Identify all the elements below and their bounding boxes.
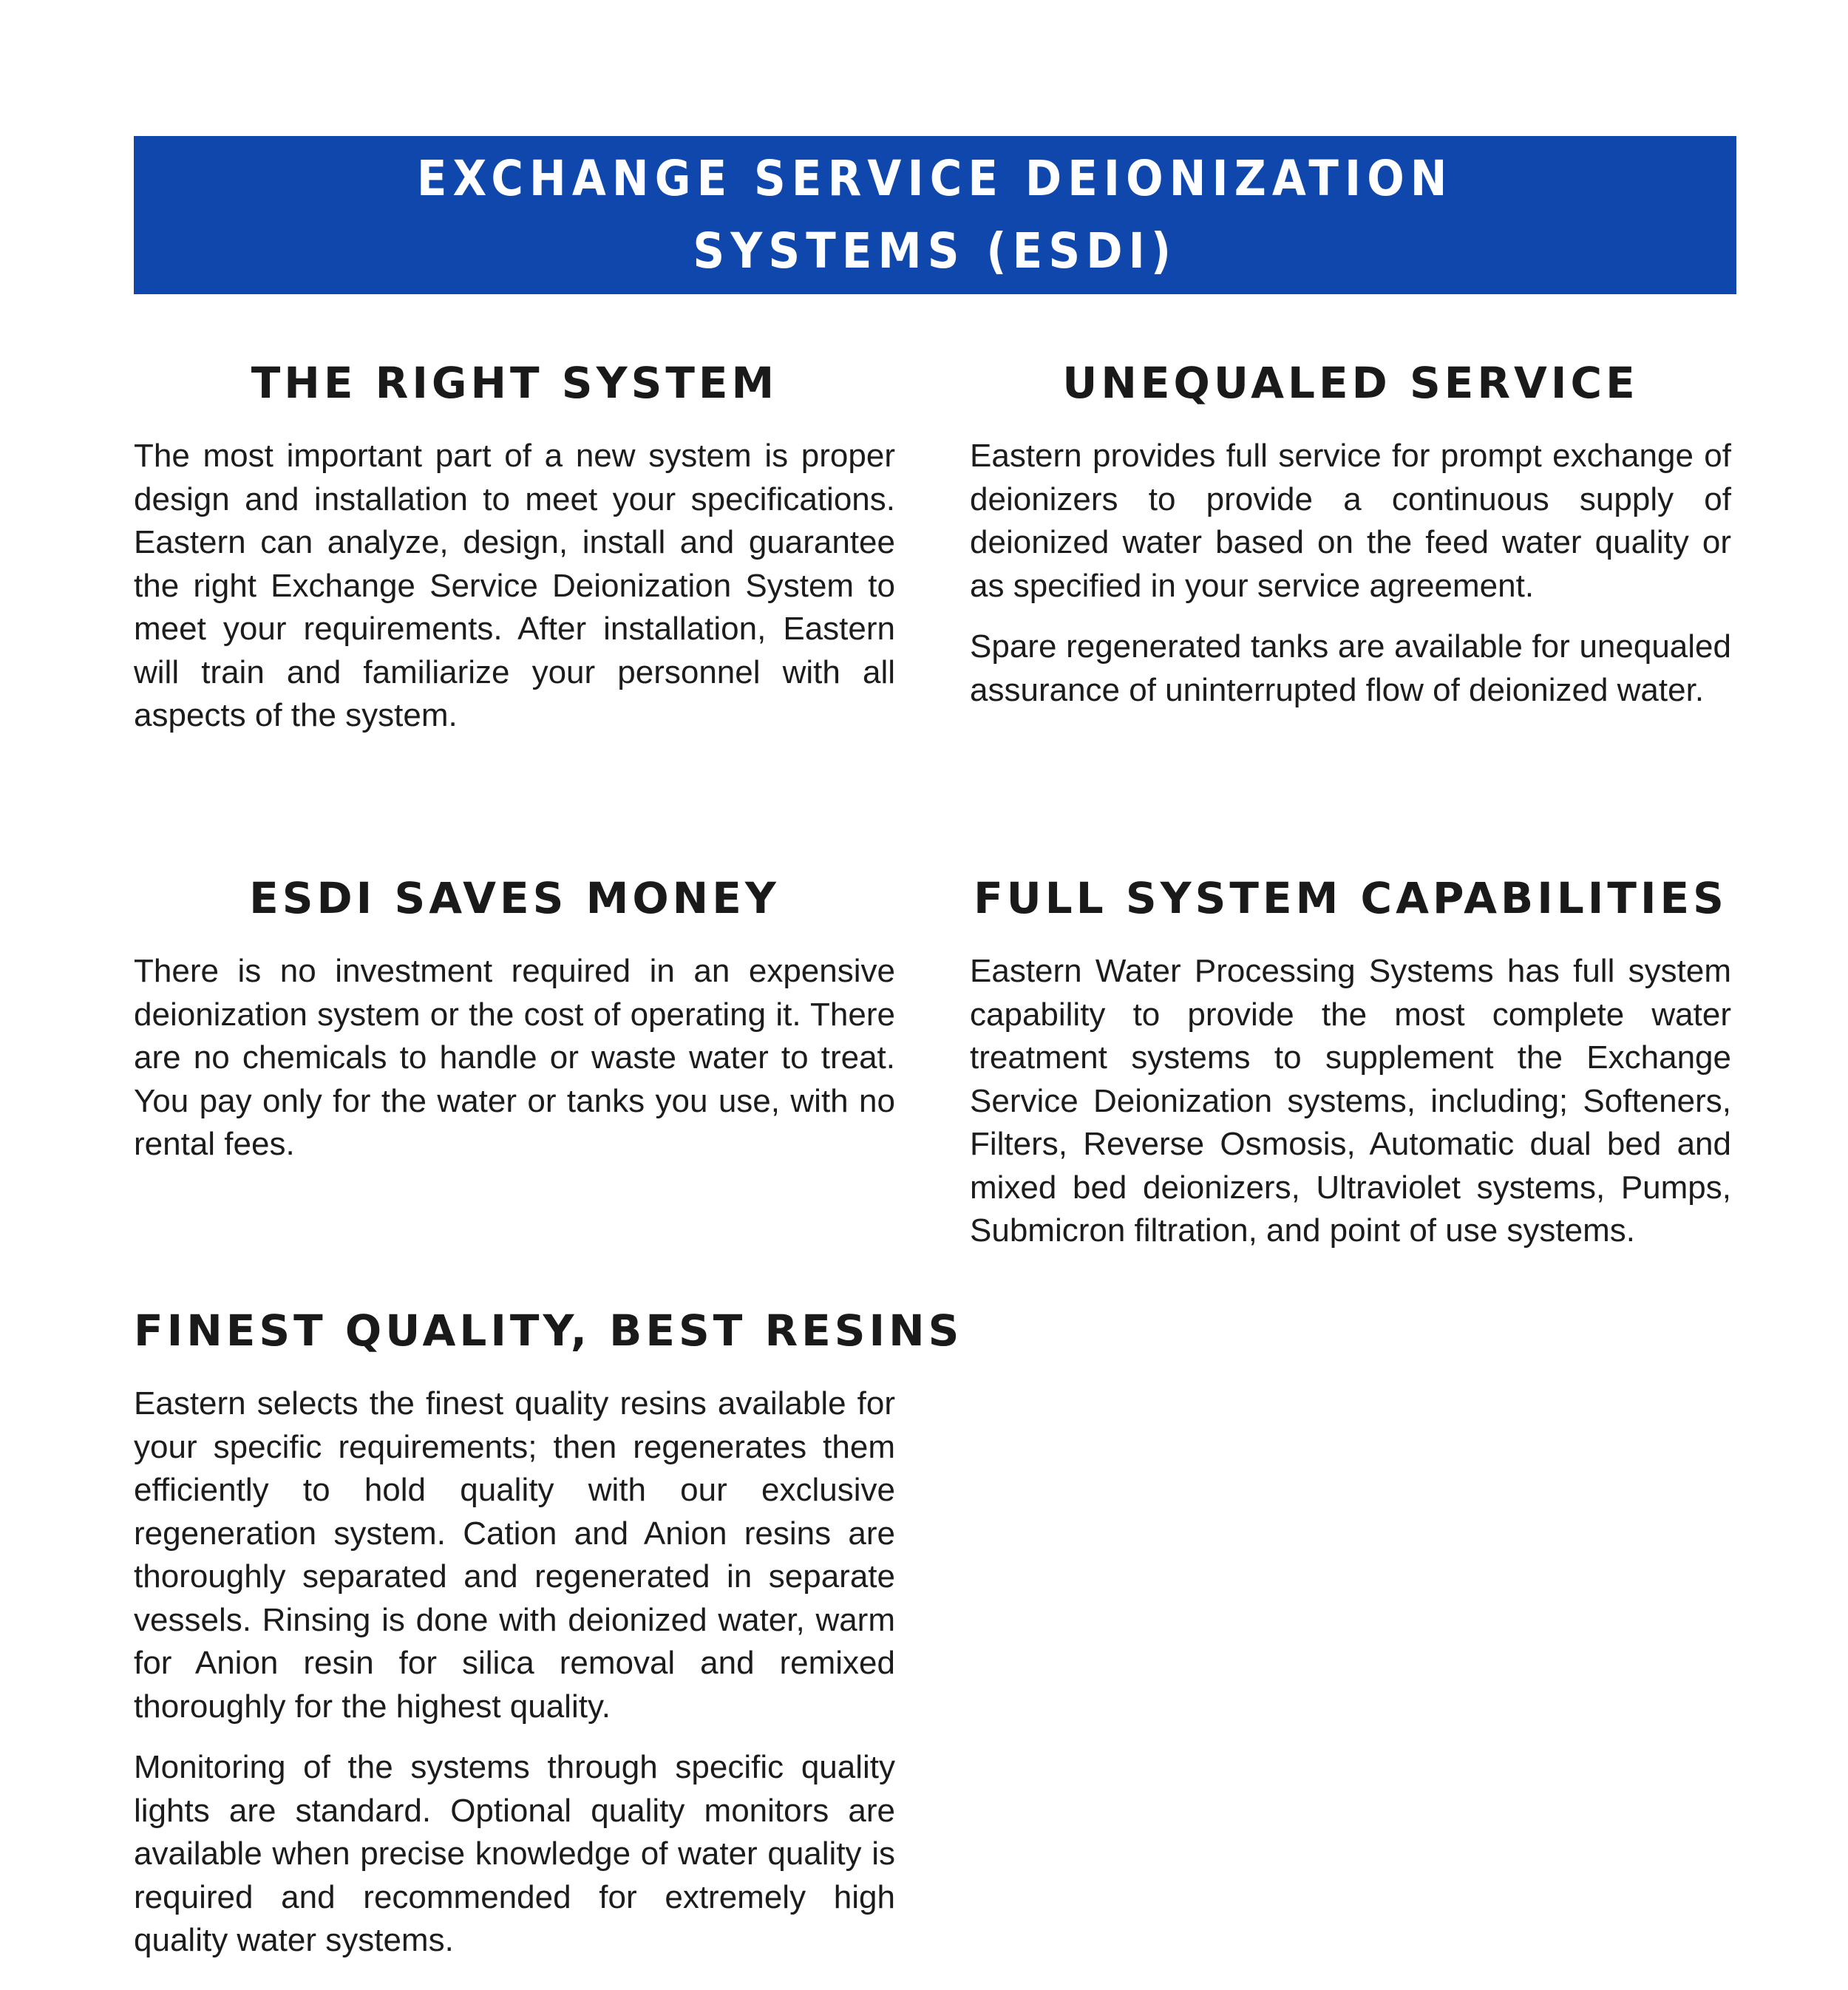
section-full-system-capabilities [970,869,1731,1271]
section-paragraph: Eastern Water Processing Systems has full system capability to provide the most complete water treatment systems to supplement the Exchange Service Deionization systems, including; Softeners, Filters, Reverse Osmosis, Automatic dual bed and mixed bed deionizers, Ultraviolet systems, Pumps, Submicron filtration, and point of use systems. [970,953,1731,1249]
title-banner [134,136,1736,294]
section-paragraph: Eastern selects the finest quality resins available for your specific requirements; then regenerates them efficiently to hold quality with our exclusive regeneration system. Cation and Anion resins are thoroughly separated and regenerated in separate vessels. Rinsing is done with deionized water, warm for Anion resin for silica removal and remixed thoroughly for the highest quality. [134,1385,895,1725]
section-paragraph: The most important part of a new system is proper design and installation to meet your specifications. Eastern can analyze, design, install and guarantee the right Exchange Service Deionization System to meet your requirements. After installation, Eastern will train and familiarize your personnel with all aspects of the system. [134,438,895,733]
section-paragraph: Eastern provides full service for prompt exchange of deionizers to provide a continuous supply of deionized water based on the feed water quality or as specified in your service agreement. [970,438,1731,604]
section-paragraph: Monitoring of the systems through specific quality lights are standard. Optional quality monitors are available when precise knowledge of water quality is required and recommended for extremely high quality water systems. [134,1749,895,1958]
section-saves-money [134,869,895,1184]
section-heading: UNEQUALED SERVICE [1062,358,1639,408]
section-paragraph: There is no investment required in an expensive deionization system or the cost of operating it. There are no chemicals to handle or waste water to treat. You pay only for the water or tanks you use, with no rental fees. [134,953,895,1162]
banner-title-line-2: SYSTEMS (ESDI) [693,223,1178,279]
section-unequaled-service [970,353,1731,730]
section-right-system [134,353,895,755]
section-paragraph: Spare regenerated tanks are available for unequaled assurance of uninterrupted flow of deionized water. [970,628,1731,708]
section-finest-quality [134,1301,963,1980]
section-heading: FINEST QUALITY, BEST RESINS [134,1305,963,1356]
section-heading: FULL SYSTEM CAPABILITIES [974,873,1728,923]
section-heading: ESDI SAVES MONEY [249,873,780,923]
banner-title-line-1: EXCHANGE SERVICE DEIONIZATION [417,150,1453,207]
section-heading: THE RIGHT SYSTEM [251,358,778,408]
